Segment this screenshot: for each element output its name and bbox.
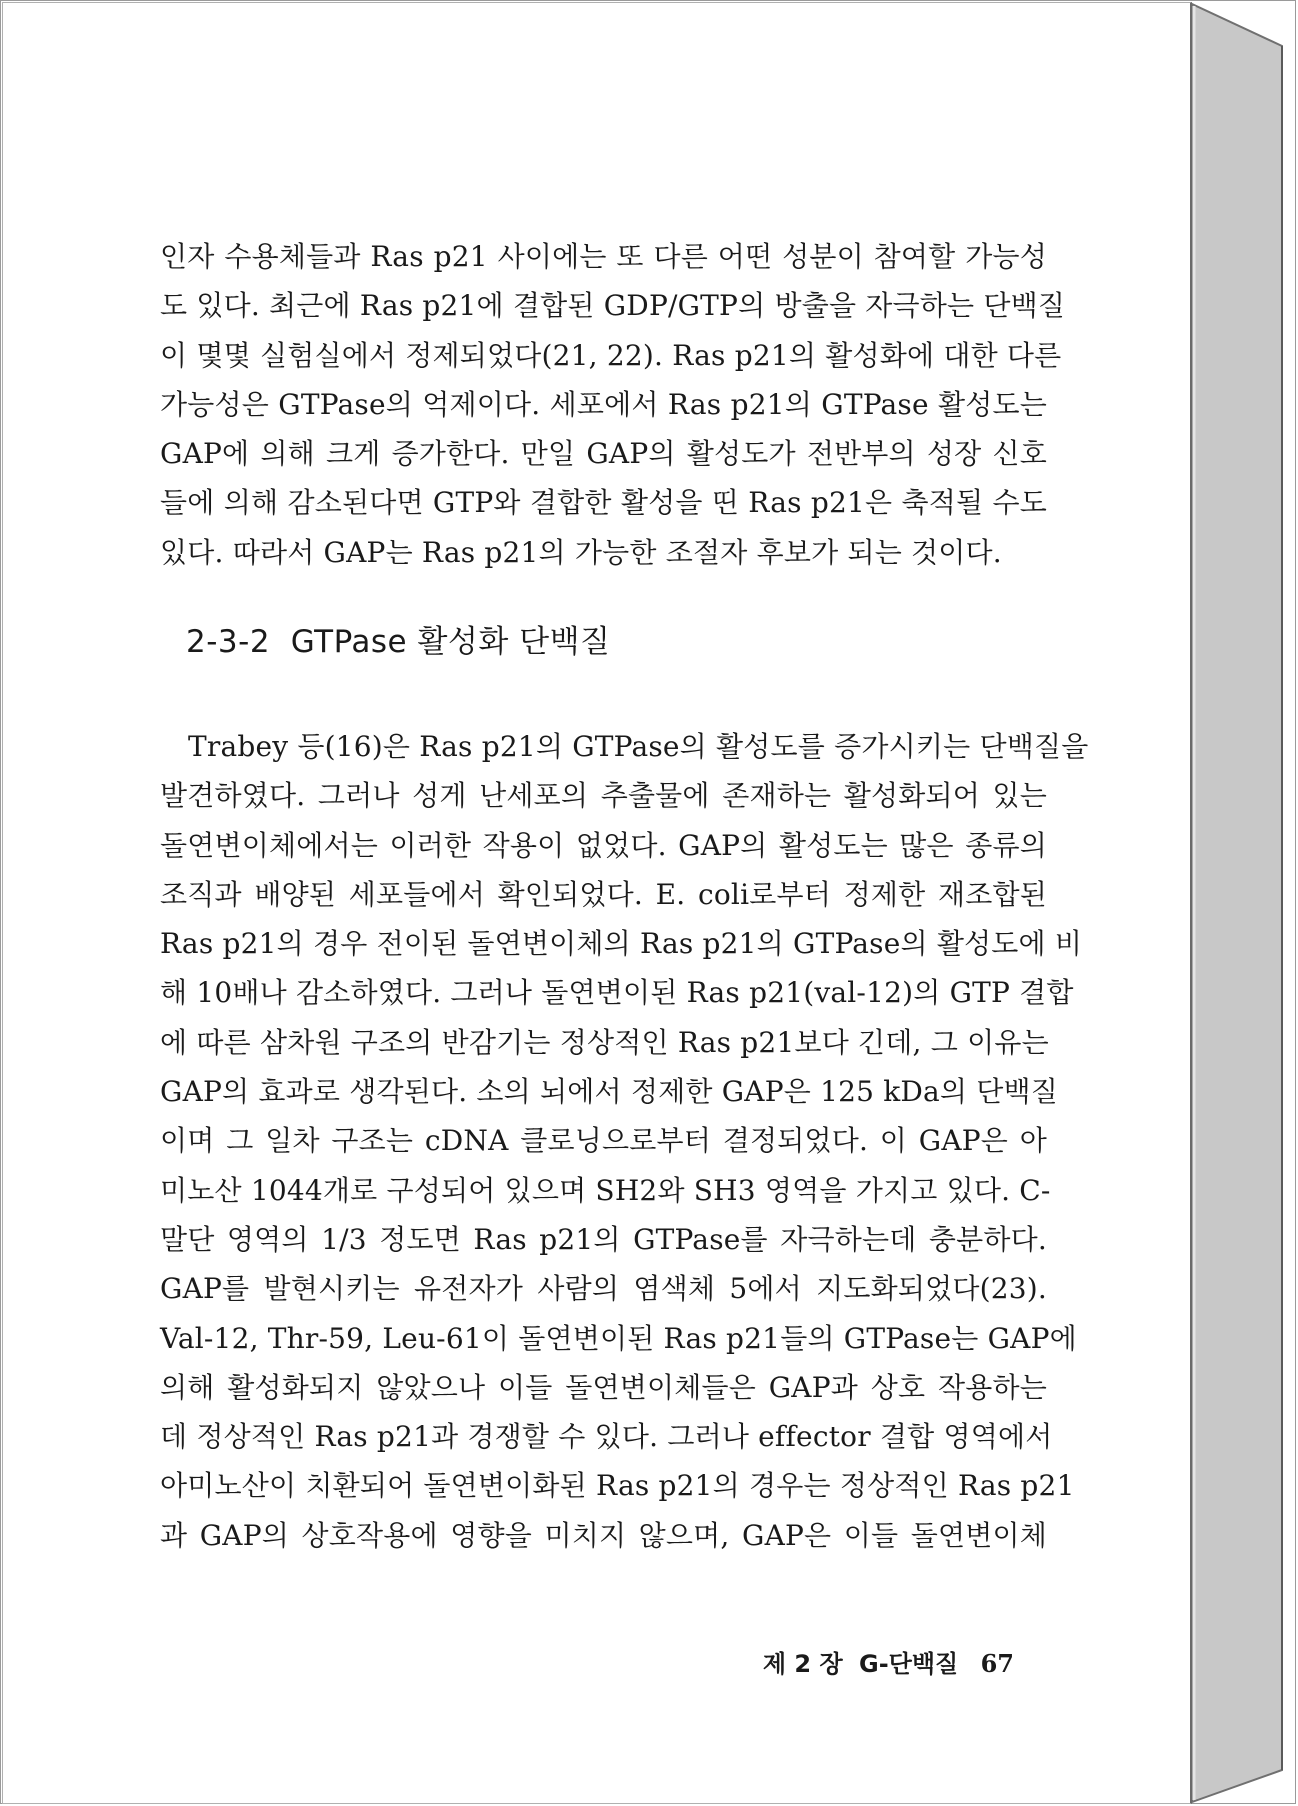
section-heading: 2-3-2 GTPase 활성화 단백질 [186,624,611,660]
text-line: GAP에 의해 크게 증가한다. 만일 GAP의 활성도가 전반부의 성장 신호 [160,437,1047,471]
text-line: 도 있다. 최근에 Ras p21에 결합된 GDP/GTP의 방출을 자극하는 단백질 [160,289,1066,323]
text-line: 아미노산이 치환되어 돌연변이화된 Ras p21의 경우는 정상적인 Ras p21 [160,1469,1075,1503]
text-line: 있다. 따라서 GAP는 Ras p21의 가능한 조절자 후보가 되는 것이다. [160,535,1002,569]
text-line: Val-12, Thr-59, Leu-61이 돌연변이된 Ras p21들의 GTPase는 GAP에 [160,1321,1077,1355]
paragraph-1 [160,232,1066,577]
text-line: 발견하였다. 그러나 성게 난세포의 추출물에 존재하는 활성화되어 있는 [160,779,1047,813]
text-line: 해 10배나 감소하였다. 그러나 돌연변이된 Ras p21(val-12)의 GTP 결합 [160,976,1074,1010]
book-edge [1192,0,1298,1806]
text-line: 돌연변이체에서는 이러한 작용이 없었다. GAP의 활성도는 많은 종류의 [160,828,1047,862]
text-line: 말단 영역의 1/3 정도면 Ras p21의 GTPase를 자극하는데 충분하다. [160,1222,1047,1256]
paragraph-2 [160,722,1089,1560]
text-line: Ras p21의 경우 전이된 돌연변이체의 Ras p21의 GTPase의 활성도에 비 [160,927,1083,961]
text-line: 데 정상적인 Ras p21과 경쟁할 수 있다. 그러나 effector 결합 영역에서 [160,1420,1053,1454]
text-line: 인자 수용체들과 Ras p21 사이에는 또 다른 어떤 성분이 참여할 가능성 [160,240,1047,273]
footer-title: G-단백질 [859,1650,959,1678]
text-line: 미노산 1044개로 구성되어 있으며 SH2와 SH3 영역을 가지고 있다. C- [160,1173,1051,1207]
text-line: 이 몇몇 실험실에서 정제되었다(21, 22). Ras p21의 활성화에 대한 다른 [160,338,1062,372]
text-line: GAP의 효과로 생각된다. 소의 뇌에서 정제한 GAP은 125 kDa의 단백질 [160,1075,1059,1109]
footer-chapter: 제 2 장 [762,1650,843,1678]
text-line: 들에 의해 감소된다면 GTP와 결합한 활성을 띤 Ras p21은 축적될 수도 [160,486,1047,520]
page-number: 67 [980,1649,1014,1678]
page-footer [763,1644,1014,1679]
text-line: 의해 활성화되지 않았으나 이들 돌연변이체들은 GAP과 상호 작용하는 [160,1370,1047,1404]
text-line: 이며 그 일차 구조는 cDNA 클로닝으로부터 결정되었다. 이 GAP은 아 [160,1124,1047,1158]
text-line: 가능성은 GTPase의 억제이다. 세포에서 Ras p21의 GTPase 활성도는 [160,387,1047,421]
text-line: GAP를 발현시키는 유전자가 사람의 염색체 5에서 지도화되었다(23). [160,1272,1047,1306]
text-line: 에 따른 삼차원 구조의 반감기는 정상적인 Ras p21보다 긴데, 그 이유는 [160,1025,1049,1059]
text-line: 조직과 배양된 세포들에서 확인되었다. E. coli로부터 정제한 재조합된 [160,877,1047,911]
text-line: 과 GAP의 상호작용에 영향을 미치지 않으며, GAP은 이들 돌연변이체 [160,1518,1047,1552]
text-line: Trabey 등(16)은 Ras p21의 GTPase의 활성도를 증가시키는 단백질을 [188,730,1089,763]
